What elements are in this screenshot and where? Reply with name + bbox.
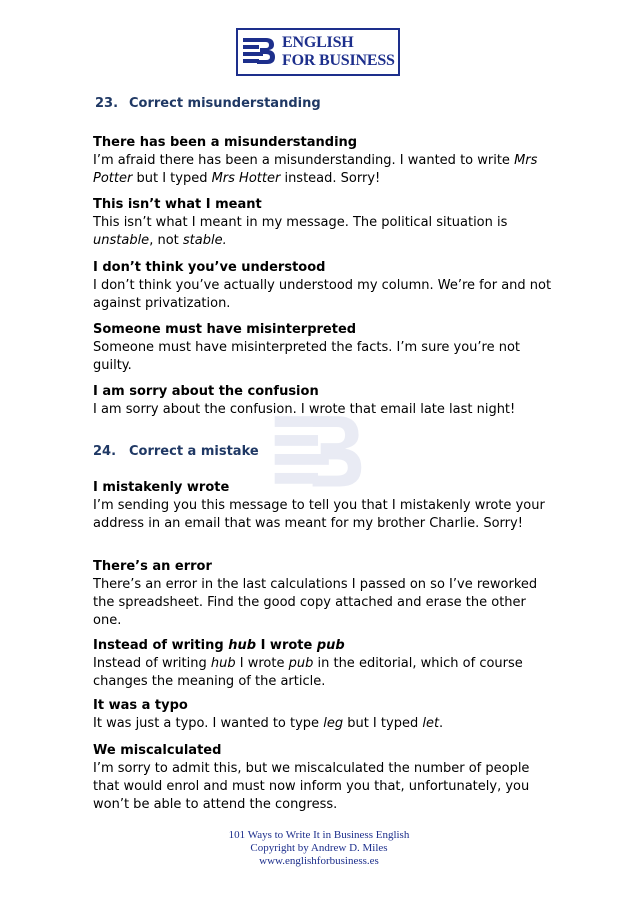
- entry-heading: I mistakenly wrote: [93, 480, 230, 495]
- logo-line1: ENGLISH: [282, 34, 354, 51]
- logo-line2: FOR BUSINESS: [282, 52, 395, 69]
- entry-24-1: [93, 479, 553, 533]
- entry-23-5: [93, 383, 553, 419]
- entry-heading: There’s an error: [93, 559, 212, 574]
- entry-23-2: [93, 196, 553, 250]
- entry-24-3: [93, 637, 553, 691]
- entry-heading: This isn’t what I meant: [93, 197, 262, 212]
- entry-body: This isn’t what I meant in my message. The political situation is unstable, not stable.: [93, 215, 508, 248]
- entry-body: I am sorry about the confusion. I wrote that email late last night!: [93, 402, 516, 417]
- entry-24-4: [93, 697, 553, 733]
- entry-heading: We miscalculated: [93, 743, 222, 758]
- logo: [236, 28, 400, 76]
- section-23-title: [95, 96, 321, 111]
- entry-heading: It was a typo: [93, 698, 188, 713]
- entry-body: It was just a typo. I wanted to type leg but I typed let.: [93, 716, 444, 731]
- entry-body: I’m sending you this message to tell you that I mistakenly wrote your address in an email that was meant for my brother Charlie. Sorry!: [93, 498, 545, 531]
- entry-body: I’m sorry to admit this, but we miscalculated the number of people that would enrol and must now inform you that, unfortunately, you won’t be able to attend the congress.: [93, 761, 530, 812]
- page-footer: [0, 829, 638, 868]
- footer-title: 101 Ways to Write It in Business English: [228, 829, 410, 841]
- entry-heading: Instead of writing hub I wrote pub: [93, 638, 345, 653]
- footer-copyright: Copyright by Andrew D. Miles: [250, 842, 388, 854]
- entry-body: I don’t think you’ve actually understood my column. We’re for and not against privatization.: [93, 278, 552, 311]
- entry-23-4: [93, 321, 553, 375]
- entry-heading: I am sorry about the confusion: [93, 384, 319, 399]
- logo-mark-icon: [242, 35, 276, 69]
- section-24-number: 24.: [93, 444, 117, 459]
- section-24-label: Correct a mistake: [129, 444, 259, 459]
- section-23-label: Correct misunderstanding: [129, 96, 321, 111]
- entry-heading: I don’t think you’ve understood: [93, 260, 326, 275]
- footer-website[interactable]: www.englishforbusiness.es: [259, 855, 379, 867]
- entry-body: I’m afraid there has been a misunderstanding. I wanted to write Mrs Potter but I typed Mrs Hotter instead. Sorry!: [93, 153, 538, 186]
- entry-heading: Someone must have misinterpreted: [93, 322, 357, 337]
- entry-24-5: [93, 742, 553, 814]
- entry-23-3: [93, 259, 553, 313]
- section-24-title: [93, 444, 259, 459]
- entry-heading: There has been a misunderstanding: [93, 135, 358, 150]
- entry-body: There’s an error in the last calculations I passed on so I’ve reworked the spreadsheet. Find the good copy attached and erase the other one.: [93, 577, 538, 628]
- section-23-number: 23.: [95, 96, 119, 111]
- entry-body: Instead of writing hub I wrote pub in the editorial, which of course changes the meaning of the article.: [93, 656, 523, 689]
- entry-24-2: [93, 558, 553, 630]
- entry-body: Someone must have misinterpreted the facts. I’m sure you’re not guilty.: [93, 340, 521, 373]
- entry-23-1: [93, 134, 553, 188]
